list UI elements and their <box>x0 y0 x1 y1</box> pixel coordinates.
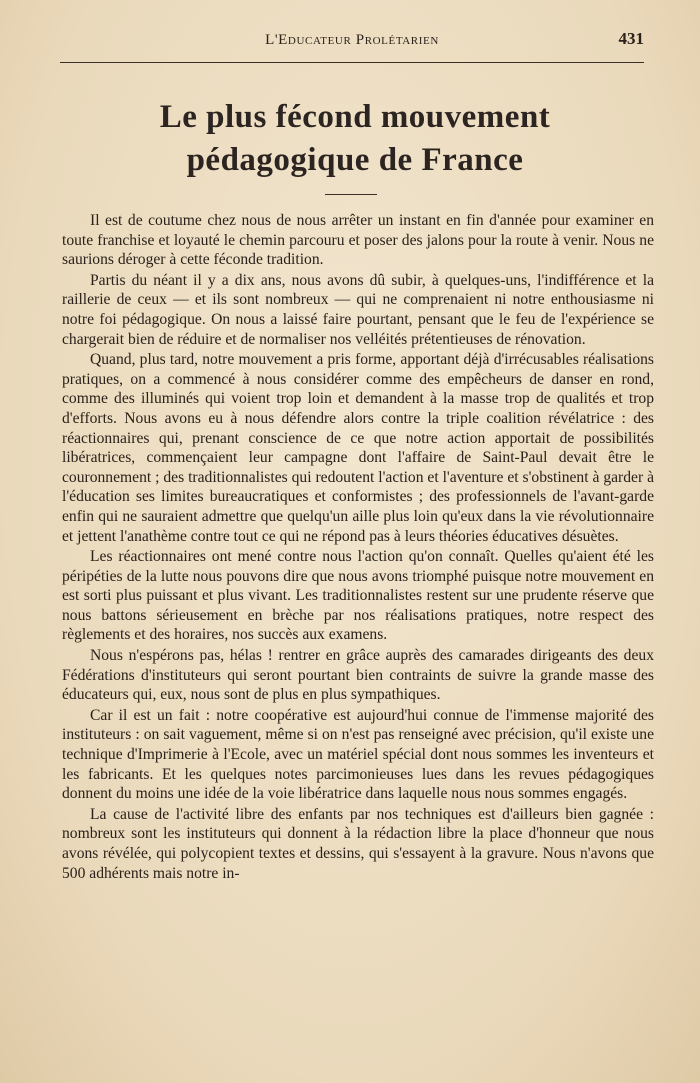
paragraph: La cause de l'activité libre des enfants par nos techniques est d'ailleurs bien gagnée : nombreux sont les instituteurs qui donnent à la rédaction libre la place d'honneur que nous avons révélée, qui polycopient textes et dessins, qui s'essayent à la gravure. Nous n'avons que 500 adhérents mais notre in- <box>62 805 654 882</box>
article-body <box>62 211 654 884</box>
page-number: 431 <box>618 29 644 48</box>
paragraph: Car il est un fait : notre coopérative est aujourd'hui connue de l'immense majorité des instituteurs : on sait vaguement, même si on n'est pas renseigné avec précision, qu'il existe une technique d'Imprimerie à l'Ecole, avec un matériel spécial dont nous sommes les inventeurs et les fabricants. Et les quelques notes parcimonieuses lues dans les revues pédagogiques donnent du moins une idée de la voie libératrice dans laquelle nous nous sommes engagés. <box>62 706 654 803</box>
journal-title: L'Educateur Prolétarien <box>265 32 439 48</box>
running-header <box>60 28 644 63</box>
article-title-line-2: pédagogique de France <box>186 142 524 178</box>
title-divider <box>325 194 377 195</box>
paragraph: Il est de coutume chez nous de nous arrêter un instant en fin d'année pour examiner en toute franchise et loyauté le chemin parcouru et poser des jalons pour la route à venir. Nous ne saurions déroger à cette féconde tradition. <box>62 212 654 269</box>
paragraph: Partis du néant il y a dix ans, nous avons dû subir, à quelques-uns, l'indifférence et la raillerie de ceux — et ils sont nombreux — qui ne comprenaient ni notre enthousiasme ni notre foi pédagogique. On nous a laissé faire pourtant, pensant que le feu de l'expérience se chargerait bien de réduire et de normaliser nos velléités prétentieuses de rénovation. <box>62 271 654 348</box>
article-title-line-1: Le plus fécond mouvement <box>159 99 551 135</box>
paragraph: Nous n'espérons pas, hélas ! rentrer en grâce auprès des camarades dirigeants des deux Fédérations d'instituteurs qui seront pourtant bien contraints de suivre la grande masse des éducateurs qui, eux, nous sont de plus en plus sympathiques. <box>62 647 654 704</box>
article-title <box>60 96 650 182</box>
paragraph: Quand, plus tard, notre mouvement a pris forme, apportant déjà d'irrécusables réalisations pratiques, on a commencé à nous considérer comme des empêcheurs de danser en rond, comme des illuminés qui voient trop loin et demandent à la masse trop de qualités et trop d'efforts. Nous avons eu à nous défendre alors contre la triple coalition révélatrice : des réactionnaires qui, prenant conscience de ce que notre action apportait de possibilités libératrices, commençaient leur campagne dont l'affaire de Saint-Paul devait être le couronnement ; des traditionnalistes qui redoutent l'action et l'aventure et s'obstinent à garder à l'éducation ses limites bureaucratiques et conformistes ; des professionnels de l'avant-garde enfin qui ne sauraient admettre que quelqu'un aille plus loin qu'eux dans la vie révolutionnaire et jettent l'anathème contre tout ce qui ne répond pas à leurs théories éducatives désuètes. <box>62 351 654 545</box>
paragraph: Les réactionnaires ont mené contre nous l'action qu'on connaît. Quelles qu'aient été les péripéties de la lutte nous pouvons dire que nous avons triomphé puisque notre mouvement en est sorti plus puissant et plus vivant. Les traditionnalistes restent sur une prudente réserve que nous battons sérieusement en brèche par nos réalisations pratiques, notre respect des règlements et des horaires, nos succès aux examens. <box>62 548 654 644</box>
